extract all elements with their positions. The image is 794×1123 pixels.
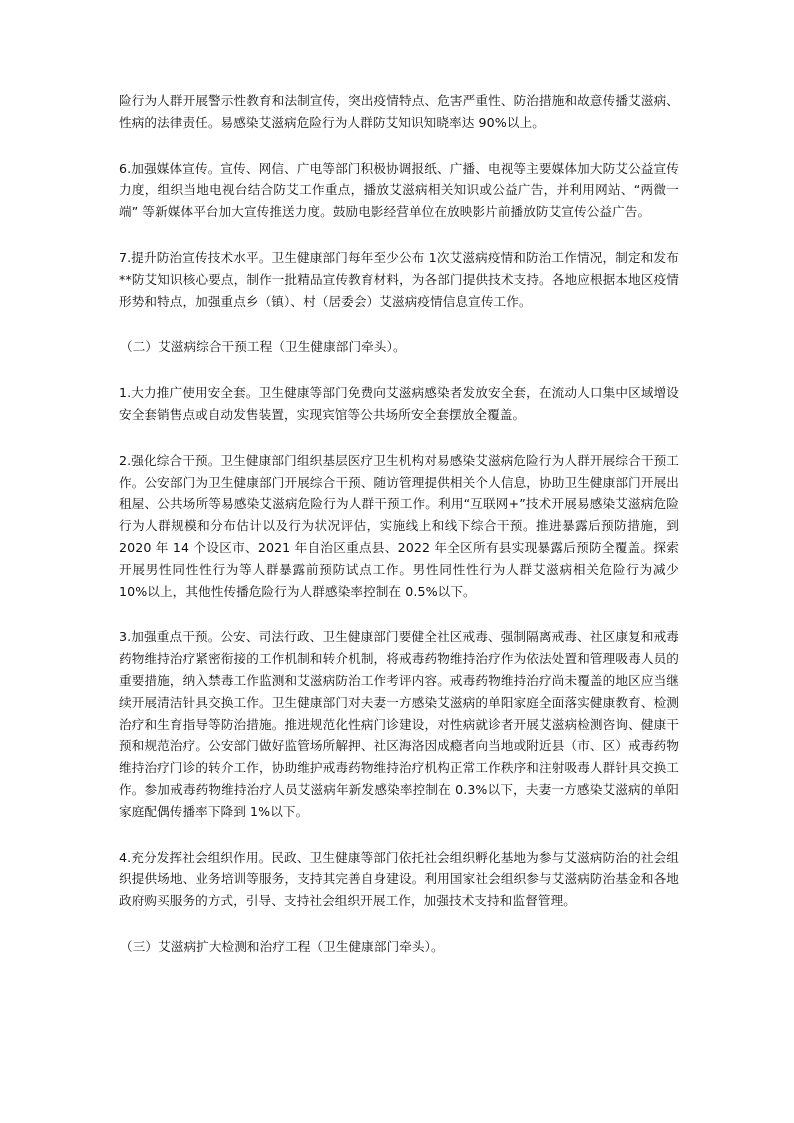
paragraph-social-organizations: 4.充分发挥社会组织作用。民政、卫生健康等部门依托社会组织孵化基地为参与艾滋病防治的社会组织提供场地、业务培训等服务，支持其完善自身建设。利用国家社会组织参与艾滋病防治基金和各地政府购买服务的方式，引导、支持社会组织开展工作，加强技术支持和监督管理。 [119,849,679,909]
section-heading-3: （三）艾滋病扩大检测和治疗工程（卫生健康部门牵头）。 [120,938,444,954]
paragraph-media-publicity: 6.加强媒体宣传。宣传、网信、广电等部门积极协调报纸、广播、电视等主要媒体加大防艾公益宣传力度，组织当地电视台结合防艾工作重点，播放艾滋病相关知识或公益广告，并利用网站、“两微一端” 等新媒体平台加大宣传推送力度。鼓励电影经营单位在放映影片前播放防艾宣传公益广告。 [119,160,679,220]
document-page [119,90,679,958]
paragraph-condom-promotion: 1.大力推广使用安全套。卫生健康等部门免费向艾滋病感染者发放安全套，在流动人口集中区域增设安全套销售点或自动发售装置，实现宾馆等公共场所安全套摆放全覆盖。 [119,385,679,422]
paragraph-risk-education: 险行为人群开展警示性教育和法制宣传，突出疫情特点、危害严重性、防治措施和故意传播艾滋病、性病的法律责任。易感染艾滋病危险行为人群防艾知识知晓率达 90%以上。 [119,93,679,130]
paragraph-key-intervention: 3.加强重点干预。公安、司法行政、卫生健康部门要健全社区戒毒、强制隔离戒毒、社区康复和戒毒药物维持治疗紧密衔接的工作机制和转介机制，将戒毒药物维持治疗作为依法处置和管理吸毒人员的重要措施，纳入禁毒工作监测和艾滋病防治工作考评内容。戒毒药物维持治疗尚未覆盖的地区应当继续开展清洁针具交换工作。卫生健康部门对夫妻一方感染艾滋病的单阳家庭全面落实健康教育、检测治疗和生育指导等防治措施。推进规范化性病门诊建设，对性病就诊者开展艾滋病检测咨询、健康干预和规范治疗。公安部门做好监管场所解押、社区海洛因成瘾者向当地或附近县（市、区）戒毒药物维持治疗门诊的转介工作，协助维护戒毒药物维持治疗机构正常工作秩序和注射吸毒人群针具交换工作。参加戒毒药物维持治疗人员艾滋病年新发感染率控制在 0.3%以下，夫妻一方感染艾滋病的单阳家庭配偶传播率下降到 1%以下。 [119,629,679,819]
paragraph-comprehensive-intervention: 2.强化综合干预。卫生健康部门组织基层医疗卫生机构对易感染艾滋病危险行为人群开展综合干预工作。公安部门为卫生健康部门开展综合干预、随访管理提供相关个人信息，协助卫生健康部门开展出租屋、公共场所等易感染艾滋病危险行为人群干预工作。利用“互联网+”技术开展易感染艾滋病危险行为人群规模和分布估计以及行为状况评估，实施线上和线下综合干预。推进暴露后预防措施，到 2020 年 14 个设区市、2021 年自治区重点县、2022 年全区所有县实现暴露后预防全覆盖。探索开展男性同性性行为等人群暴露前预防试点工作。男性同性性行为人群艾滋病相关危险行为减少 10%以上，其他性传播危险行为人群感染率控制在 0.5%以下。 [119,452,679,599]
section-heading-2: （二）艾滋病综合干预工程（卫生健康部门牵头）。 [120,339,406,355]
paragraph-tech-level: 7.提升防治宣传技术水平。卫生健康部门每年至少公布 1次艾滋病疫情和防治工作情况，制定和发布**防艾知识核心要点，制作一批精品宣传教育材料，为各部门提供技术支持。各地应根据本地区疫情形势和特点，加强重点乡（镇）、村（居委会）艾滋病疫情信息宣传工作。 [119,249,679,309]
